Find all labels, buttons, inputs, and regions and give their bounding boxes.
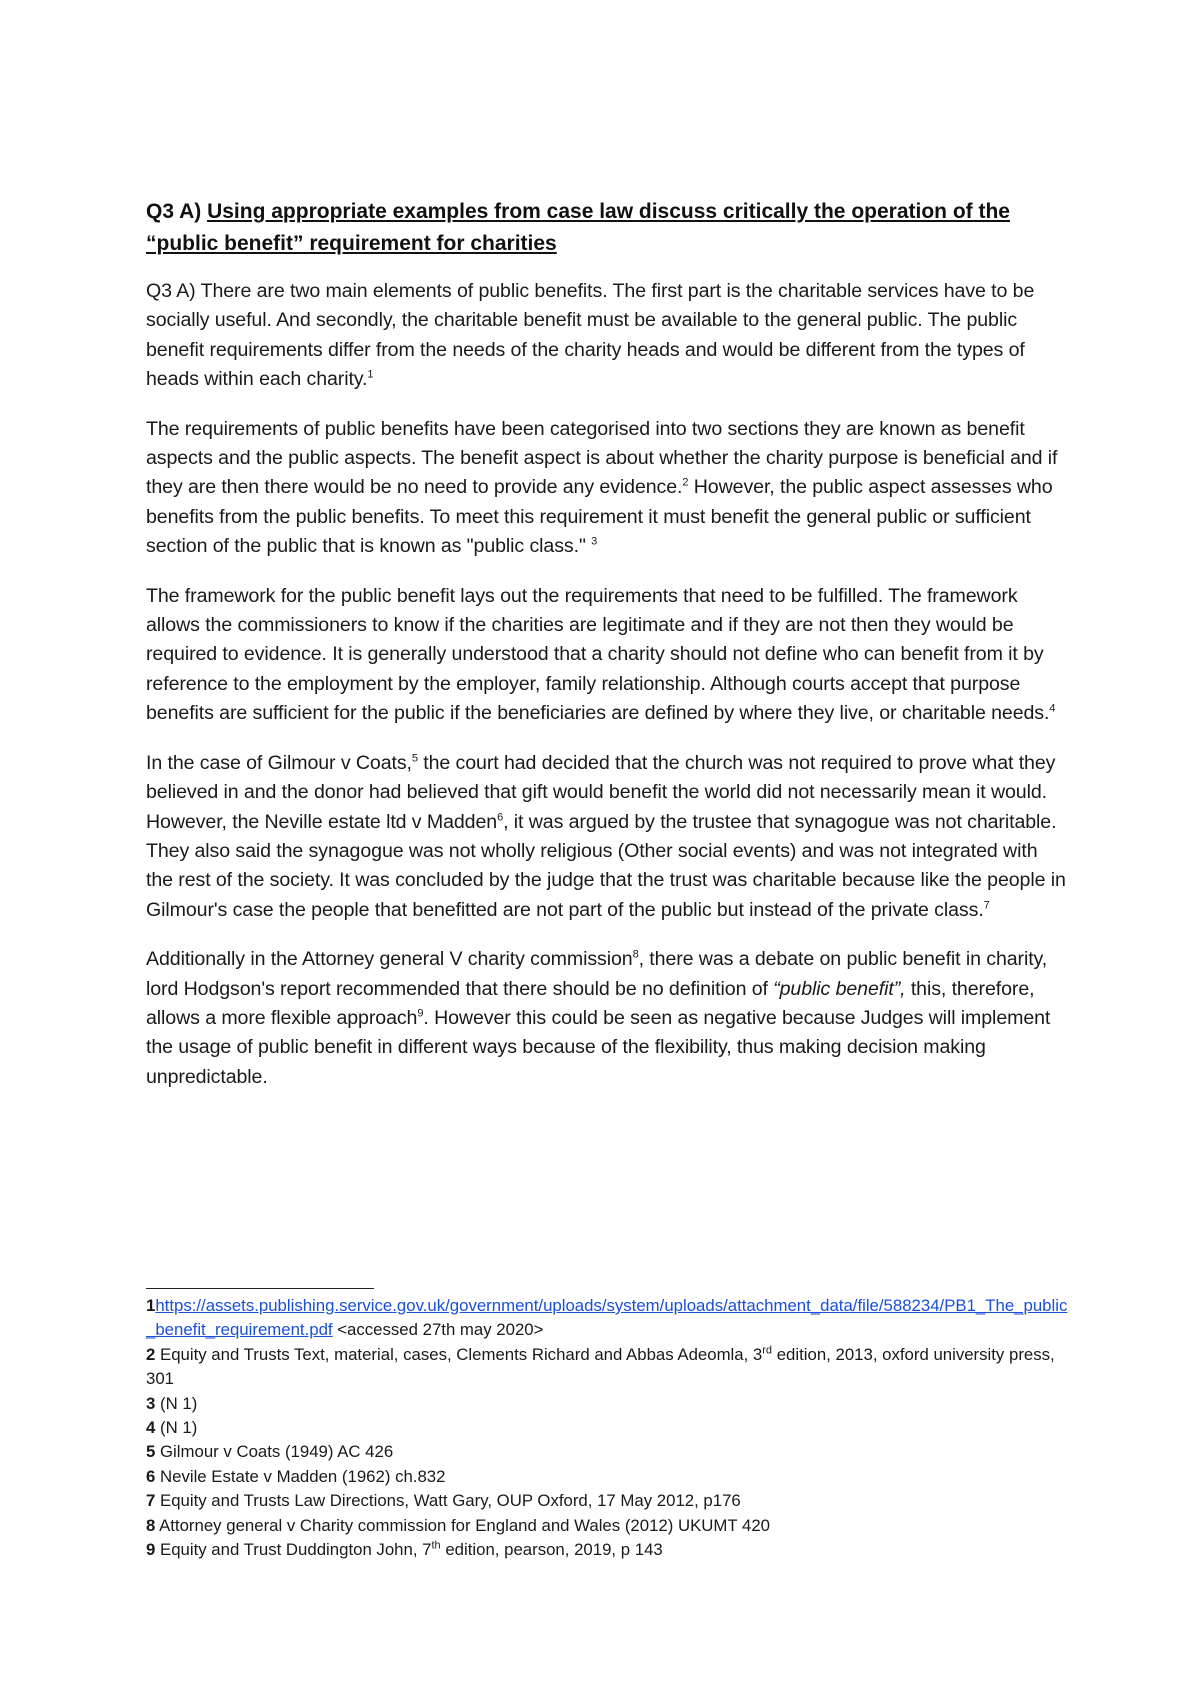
- question-number: Q3 A): [146, 200, 208, 223]
- footnote-ref-2[interactable]: 2: [682, 476, 689, 489]
- footnote-ref-5[interactable]: 5: [411, 752, 418, 765]
- footnote-number: 7: [146, 1491, 156, 1511]
- footnote-2-text-b: edition, 2013, oxford university press, 301: [146, 1344, 1055, 1389]
- footnote-ref-6[interactable]: 6: [497, 810, 504, 823]
- footnote-9-text-b: edition, pearson, 2019, p 143: [440, 1540, 663, 1560]
- footnote-4-text: (N 1): [155, 1418, 198, 1438]
- footnote-ref-3[interactable]: 3: [591, 535, 598, 548]
- footnote-number: 6: [146, 1466, 156, 1486]
- footnote-number: 9: [146, 1540, 156, 1560]
- footnote-2-text-a: Equity and Trusts Text, material, cases, Clements Richard and Abbas Adeomla, 3: [155, 1344, 763, 1364]
- paragraph-4-text-a: In the case of Gilmour v Coats,: [146, 751, 412, 774]
- footnote-1-link[interactable]: https://assets.publishing.service.gov.uk/government/uploads/system/uploads/attachment_data/file/588234/PB1_The_public_benefit_requirement.pdf: [146, 1296, 1068, 1340]
- footnote-number: 3: [146, 1393, 156, 1413]
- paragraph-3: [146, 582, 1066, 729]
- footnotes: [146, 1294, 1076, 1562]
- paragraph-5-italic: “public benefit”,: [773, 977, 906, 1000]
- footnote-7-text: Equity and Trusts Law Directions, Watt Gary, OUP Oxford, 17 May 2012, p176: [155, 1491, 741, 1511]
- paragraph-4-text-b: the court had decided that the church was not required to prove what they believed in and the donor had believed that gift would benefit the world did not necessarily mean it would. However, the Neville estate ltd v Madden: [146, 751, 1056, 833]
- footnote-6: [146, 1465, 1076, 1489]
- footnote-ref-4[interactable]: 4: [1049, 702, 1056, 715]
- footnote-5-text: Gilmour v Coats (1949) AC 426: [155, 1442, 394, 1462]
- paragraph-4: [146, 749, 1066, 925]
- paragraph-1: [146, 277, 1066, 395]
- footnote-1: [146, 1294, 1076, 1343]
- paragraph-1-text: Q3 A) There are two main elements of public benefits. The first part is the charitable services have to be socially useful. And secondly, the charitable benefit must be available to the general public. The public benefit requirements differ from the needs of the charity heads and would be different from the types of heads within each charity.: [146, 280, 1035, 391]
- paragraph-5-text-d: . However this could be seen as negative because Judges will implement the usage of public benefit in different ways because of the flexibility, thus making decision making unpredictable.: [146, 1006, 1051, 1088]
- footnote-ref-7[interactable]: 7: [983, 899, 990, 912]
- footnote-3-text: (N 1): [155, 1393, 198, 1413]
- footnote-number: 5: [146, 1442, 156, 1462]
- footnote-ref-9[interactable]: 9: [417, 1007, 424, 1020]
- question-text: Using appropriate examples from case law discuss critically the operation of the “public benefit” requirement for charities: [146, 200, 1010, 255]
- paragraph-5-text-c: this, therefore, allows a more flexible approach: [146, 977, 1035, 1029]
- paragraph-2-text-a: The requirements of public benefits have been categorised into two sections they are known as benefit aspects and the public aspects. The benefit aspect is about whether the charity purpose is beneficial and if they are then there would be no need to provide any evidence.: [146, 417, 1058, 499]
- footnote-number: 2: [146, 1344, 156, 1364]
- footnote-3: [146, 1392, 1076, 1416]
- footnote-ref-8[interactable]: 8: [632, 948, 639, 961]
- footnote-separator: [146, 1288, 374, 1289]
- footnote-8: [146, 1514, 1076, 1538]
- footnote-ref-1[interactable]: 1: [367, 368, 374, 381]
- paragraph-4-text-c: , it was argued by the trustee that synagogue was not charitable. They also said the synagogue was not wholly religious (Other social events) and was not integrated with the rest of the society. It was concluded by the judge that the trust was charitable because like the people in Gilmour's case the people that benefitted are not part of the public but instead of the private class.: [146, 810, 1066, 921]
- footnote-7: [146, 1489, 1076, 1513]
- footnote-5: [146, 1440, 1076, 1464]
- footnote-4: [146, 1416, 1076, 1440]
- paragraph-2: [146, 415, 1066, 562]
- footnote-number: 4: [146, 1418, 156, 1438]
- footnote-6-text: Nevile Estate v Madden (1962) ch.832: [155, 1466, 446, 1486]
- paragraph-3-text: The framework for the public benefit lays out the requirements that need to be fulfilled. The framework allows the commissioners to know if the charities are legitimate and if they are not then they would be required to evidence. It is generally understood that a charity should not define who can benefit from it by reference to the employment by the employer, family relationship. Although courts accept that purpose benefits are sufficient for the public if the beneficiaries are defined by where they live, or charitable needs.: [146, 584, 1050, 725]
- footnote-9-text-a: Equity and Trust Duddington John, 7: [155, 1540, 432, 1560]
- footnote-number: 8: [146, 1515, 156, 1535]
- question-title: [146, 196, 1066, 260]
- footnote-9: [146, 1538, 1076, 1562]
- footnote-2-sup: rd: [762, 1344, 773, 1357]
- document-body: [146, 196, 1066, 1112]
- paragraph-5-text-b: , there was a debate on public benefit in charity, lord Hodgson's report recommended that there should be no definition of: [146, 948, 1048, 1000]
- paragraph-2-text-b: However, the public aspect assesses who benefits from the public benefits. To meet this requirement it must benefit the general public or sufficient section of the public that is known as "public class.": [146, 476, 1053, 558]
- footnote-9-sup: th: [431, 1539, 441, 1552]
- paragraph-5: [146, 945, 1066, 1092]
- footnote-number: 1: [146, 1296, 156, 1315]
- footnote-8-text: Attorney general v Charity commission for England and Wales (2012) UKUMT 420: [155, 1515, 771, 1535]
- paragraph-5-text-a: Additionally in the Attorney general V charity commission: [146, 948, 633, 971]
- footnote-1-accessed: <accessed 27th may 2020>: [332, 1320, 544, 1340]
- footnote-2: [146, 1343, 1076, 1392]
